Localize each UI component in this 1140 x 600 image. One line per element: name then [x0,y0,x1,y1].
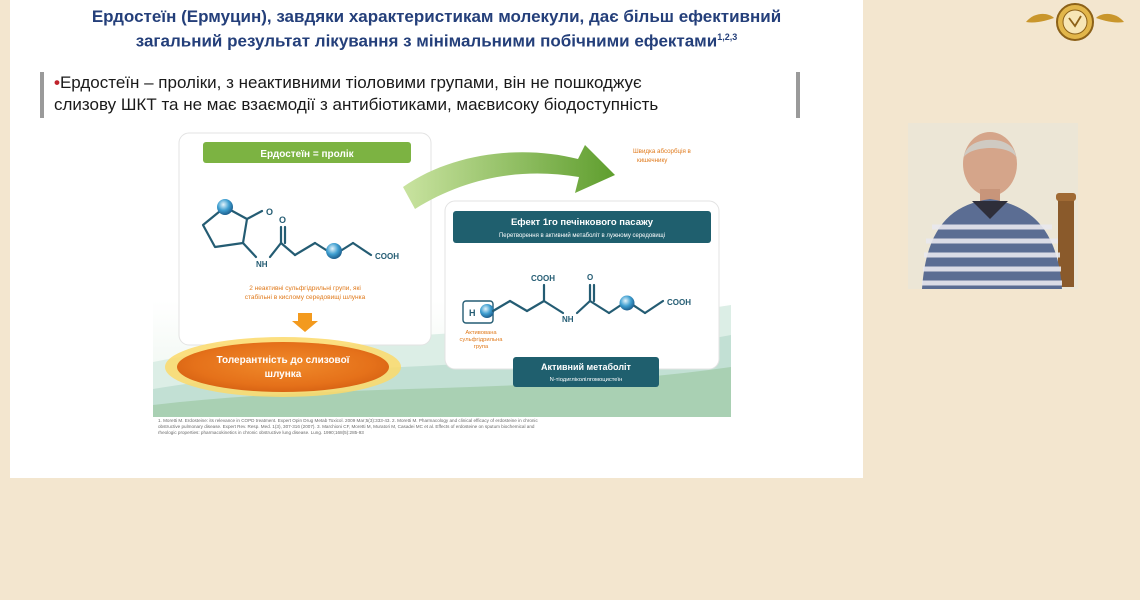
slide-title-line-2: загальний результат лікування з мінімальними побічними ефектами$^{1,2,3}$ [135,31,738,51]
atom-label-cooh: COOH [667,298,691,307]
references [158,418,718,436]
tolerance-oval [177,342,389,392]
atom-label-cooh: COOH [375,252,399,261]
title-reference-superscript: 1,2,3 [717,32,738,42]
atom-label-nh: NH [256,260,268,269]
reference-line-3: rheologic properties: pharmacokinetics in chronic obstructive lung disease. Lung. 1990;168(5):285-93 [158,430,364,435]
chair-top [1056,193,1076,201]
sulfur-atom-icon [217,199,233,215]
active-metabolite-label: Активний метаболіт [541,362,631,372]
activated-group-line-1: Активована [465,330,497,336]
bullet-marker: • [54,73,60,92]
presenter-video-frame [908,123,1078,289]
atom-label-nh: NH [562,315,574,324]
reference-line-2: obstructive pulmonary disease. Expert Rev. Resp. Med. 1(3), 307-316 (2007). 3. Marchioni CF, Moretti M, Muratori M, Casadei MC et al. Effects of erdosteine on sputum biochemical and [158,424,535,429]
bullet-point [40,72,800,118]
bullet-line-1: •Ердостеїн – проліки, з неактивними тіоловими групами, він не пошкоджує [54,73,642,92]
atom-label-o: O [266,207,274,217]
activated-group-line-3: група [473,344,489,350]
first-pass-subtitle: Перетворення в активний метаболіт в лужному середовищі [498,233,666,239]
slide-title-line-1: Ердостеїн (Ермуцин), завдяки характеристикам молекули, дає більш ефективний [91,7,782,26]
atom-label-o: O [587,273,594,282]
absorption-label-line-2: кишечнику [637,157,668,164]
chair-back [1058,197,1074,287]
atom-label-cooh: COOH [531,274,555,283]
inactive-groups-line-2: стабільні в кислому середовищі шлунка [244,294,366,301]
mechanism-diagram [153,127,731,417]
bullet-line-2: слизову ШКТ та не має взаємодії з антибіотиками, маєвисоку біодоступність [54,95,659,114]
reference-line-1: 1. Moretti M. Erdosteine: its relevance in COPD treatment. Expert Opin Drug Metab Toxicol. 2009 Mar;5(3):333-43. 2. Moretti M. Pharmacology and clinical efficacy of erdosteine in chronic [158,418,538,423]
tolerance-line-2: шлунка [264,369,302,380]
sulfur-atom-icon [326,243,342,259]
absorption-arrow-icon [403,145,615,209]
erdosteine-mechanism-figure [153,127,731,417]
presenter-webcam [908,123,1078,289]
logo-wing-right [1096,14,1124,23]
inactive-groups-line-1: 2 неактивні сульфгідрильні групи, які [249,285,361,292]
activated-group-line-2: сульфгідрильна [459,337,503,343]
active-metabolite-subtitle: N-тіодигліколілгомоцистеїн [549,377,623,383]
slide-title [10,6,863,52]
sulfur-atom-icon [620,296,635,311]
prodrug-label: Ердостеїн = пролік [260,149,354,160]
logo-emblem-inner [1063,10,1087,34]
first-pass-title: Ефект 1го печінкового пасажу [510,217,654,228]
logo-wing-left [1026,14,1054,23]
presentation-slide [10,0,863,478]
atom-label-o: O [279,215,287,225]
atom-label-h: H [469,308,476,318]
organisation-logo [1020,2,1130,42]
absorption-label-line-1: Швидка абсорбція в [633,148,691,155]
tolerance-line-1: Толерантність до слизової [216,355,350,366]
